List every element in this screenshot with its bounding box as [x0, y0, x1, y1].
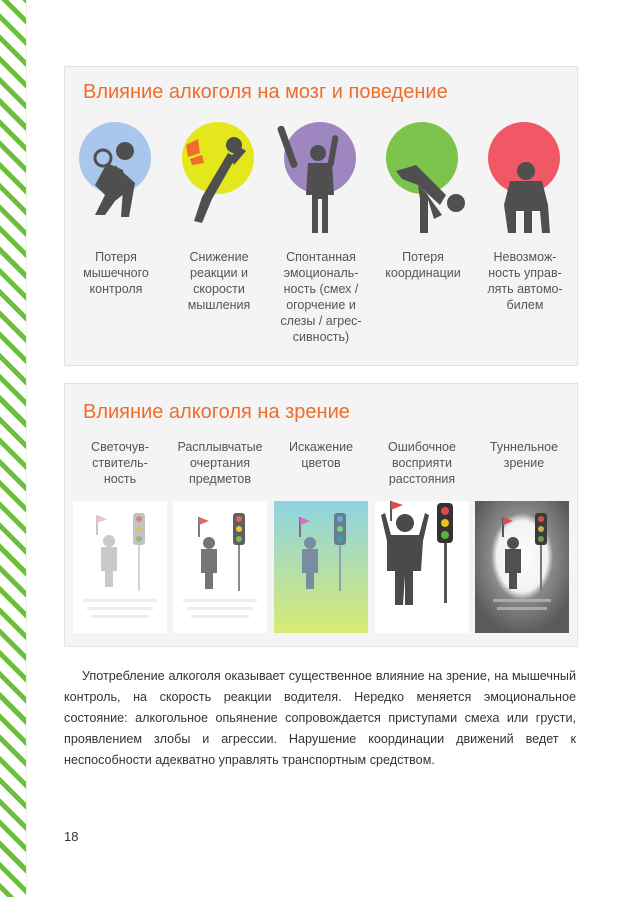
brain-section-title: Влияние алкоголя на мозг и поведение	[83, 81, 448, 103]
light-sensitivity-icon	[73, 501, 167, 633]
vision-item-2-caption: Расплывчатые очертания предметов	[177, 440, 263, 486]
brain-item-3-caption: Спонтанная эмоциональ- ность (смех / огорчение и слезы / агрес- сивность)	[280, 250, 362, 344]
brain-item-4	[372, 67, 474, 365]
vision-item-1-caption: Светочув- ствитель- ность	[91, 440, 149, 486]
page-number: 18	[64, 829, 79, 844]
vision-item-5-caption: Туннельное зрение	[489, 440, 559, 470]
body-paragraph: Употребление алкоголя оказывает существенное влияние на зрение, на мышечный контроль, на скорость реакции водителя. Нередко меняется эмоциональное состояние: алкогольное опьянение сопровождается приступами смеха или грусти, проявлением злобы и агрессии. Нарушение координации движений ведет к неспособности адекватно управлять транспортным средством.	[64, 669, 576, 767]
brain-item-2	[168, 67, 270, 365]
vision-item-3	[270, 384, 372, 646]
blurred-outline-icon	[173, 501, 267, 633]
vision-item-3-caption: Искажение цветов	[288, 440, 354, 470]
brain-item-5-caption: Невозмож- ность управ- лять автомо- билем	[487, 250, 563, 312]
slumped-driver-icon	[65, 115, 167, 225]
brain-item-1-caption: Потеря мышечного контроля	[83, 250, 149, 296]
brain-item-2-caption: Снижение реакции и скорости мышления	[187, 250, 251, 312]
brain-item-1	[65, 67, 167, 365]
slow-reaction-icon	[168, 115, 270, 225]
brain-item-5	[474, 67, 576, 365]
vision-panel	[64, 383, 578, 647]
vision-item-4-caption: Ошибочное восприяти расстояния	[388, 440, 456, 486]
brain-item-3	[270, 67, 372, 365]
tunnel-vision-icon	[475, 501, 569, 633]
brain-behavior-panel	[64, 66, 578, 366]
vision-item-5	[473, 384, 575, 646]
brain-item-4-caption: Потеря координации	[385, 250, 461, 280]
falling-person-icon	[372, 115, 474, 245]
vision-item-4	[371, 384, 473, 646]
vision-item-1	[69, 384, 171, 646]
chevron-border	[0, 0, 27, 897]
color-distortion-icon	[274, 501, 368, 633]
vision-item-2	[169, 384, 271, 646]
distance-perception-icon	[375, 501, 469, 633]
vision-section-title: Влияние алкоголя на зрение	[83, 401, 350, 423]
sitting-person-icon	[474, 115, 576, 245]
emotional-outburst-icon	[270, 115, 372, 245]
